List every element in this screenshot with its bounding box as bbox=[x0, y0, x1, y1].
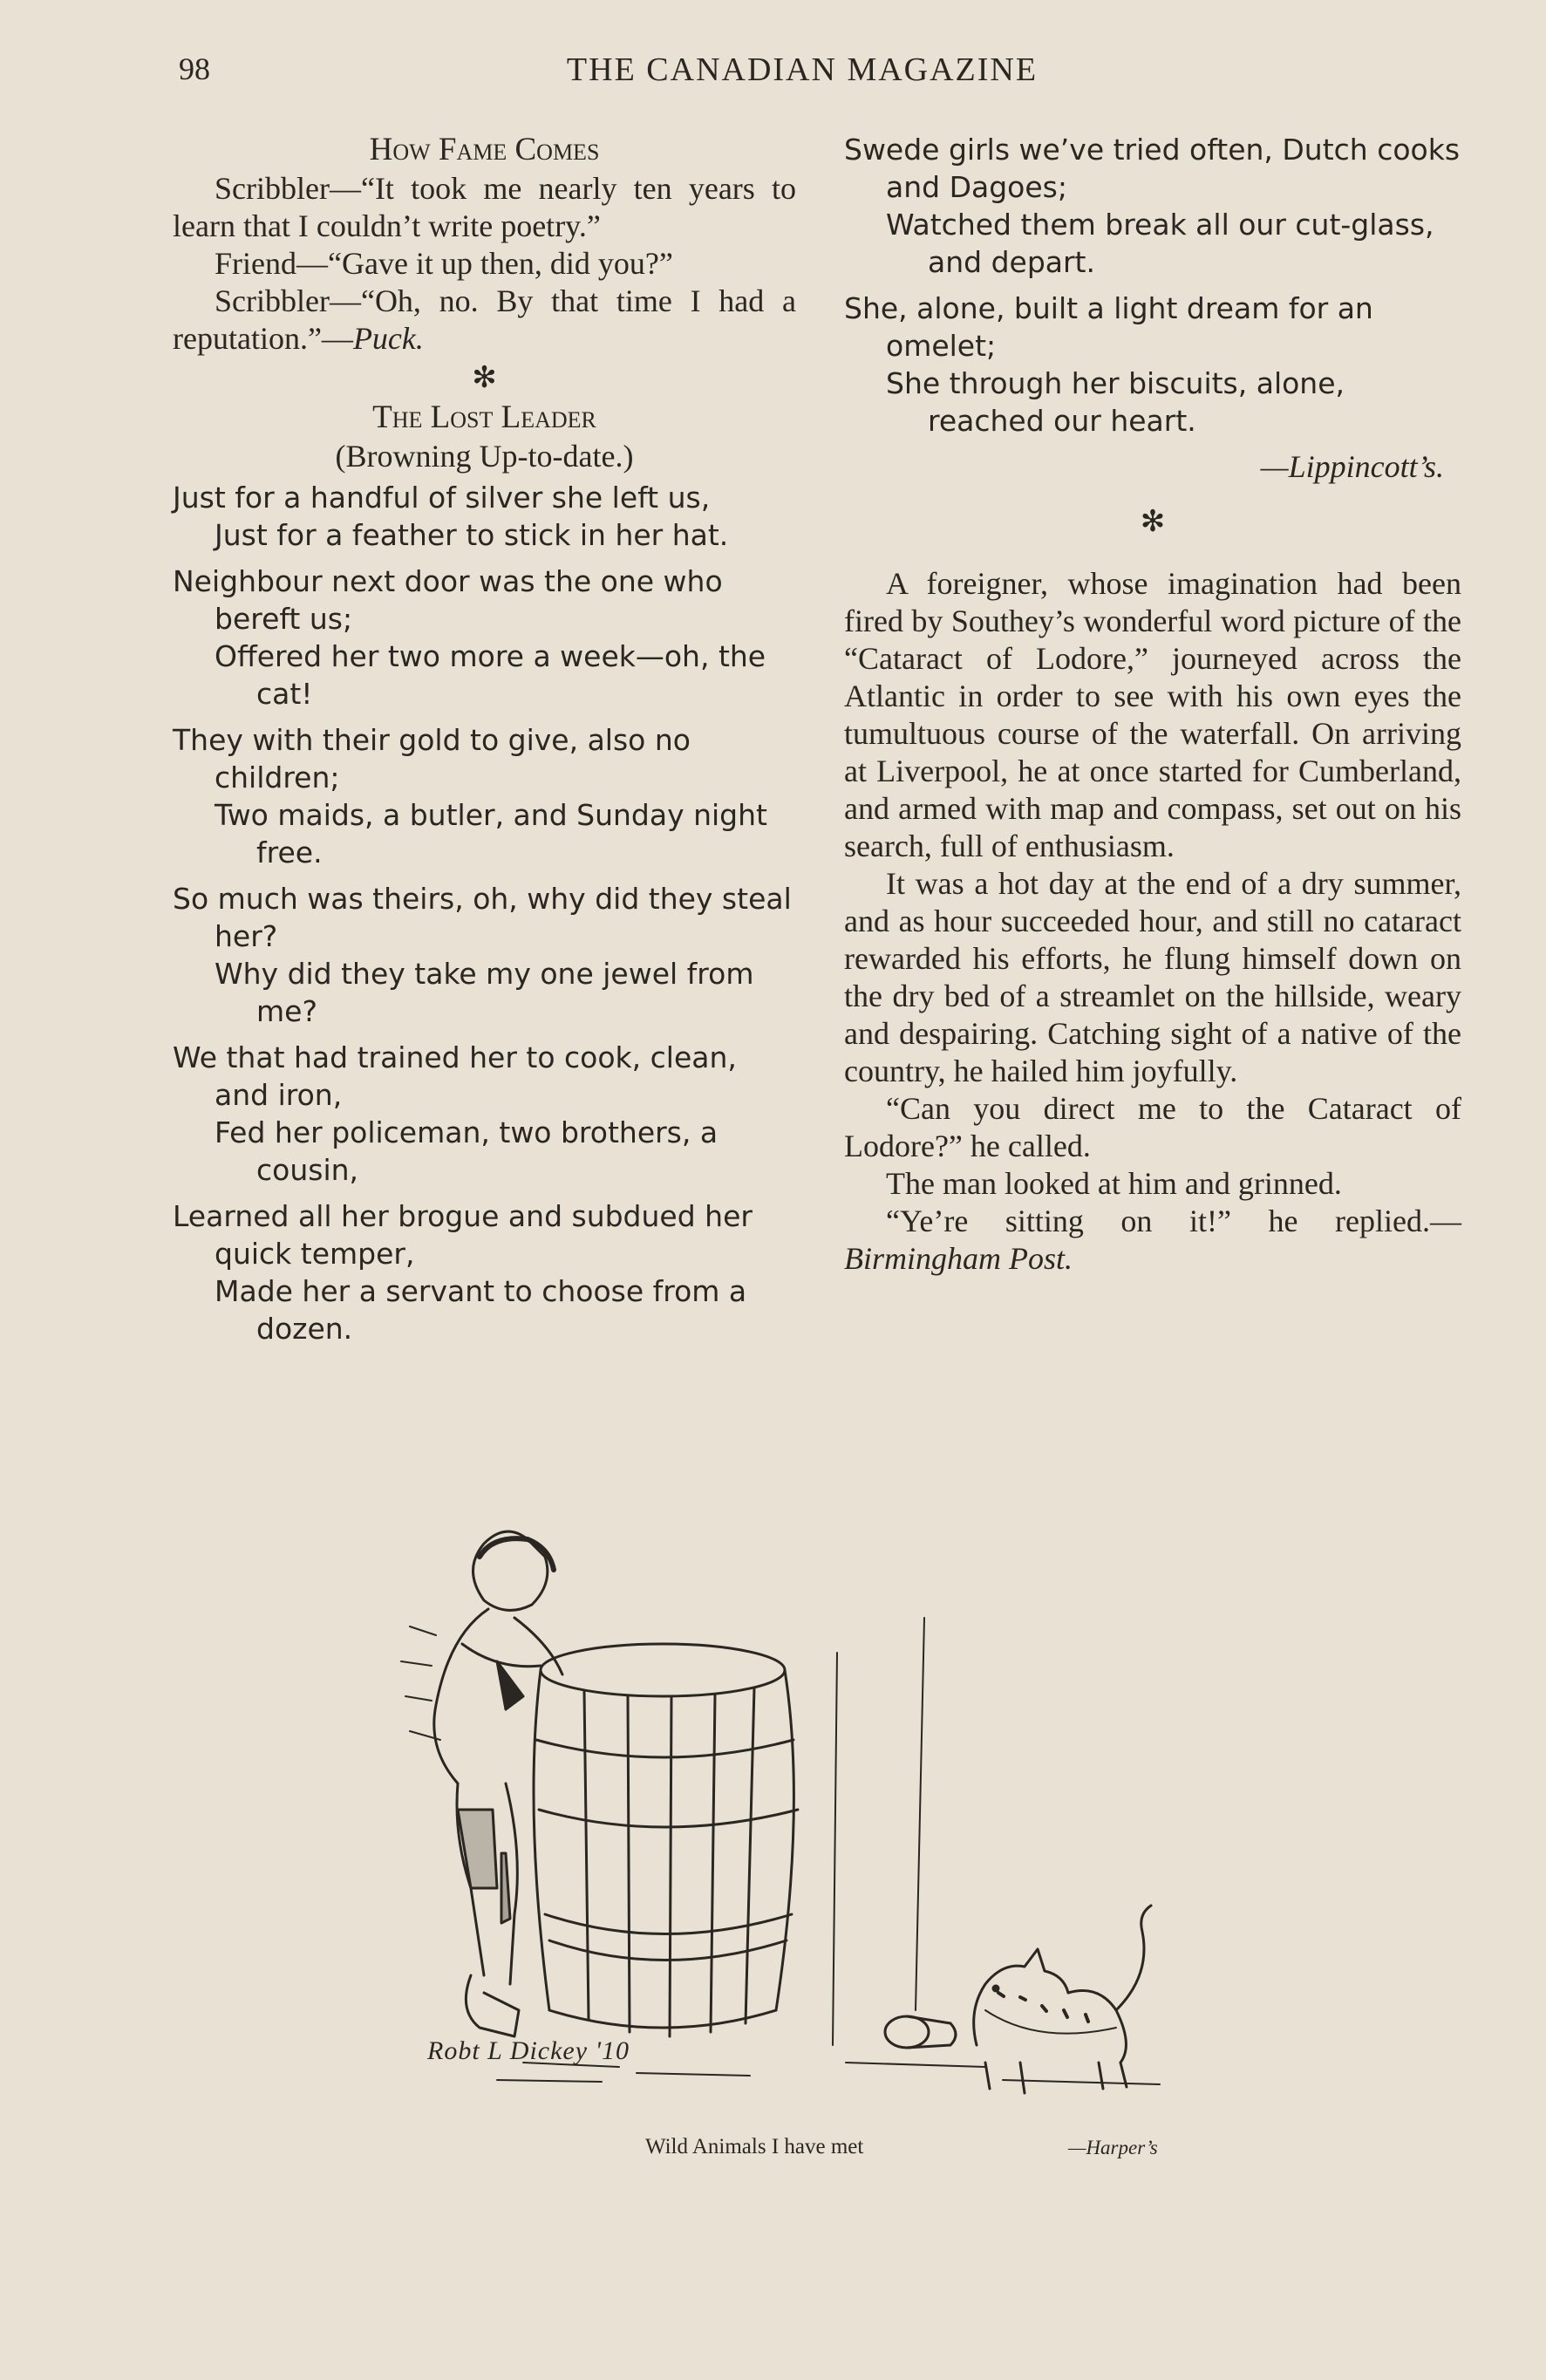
poem-line: Just for a handful of silver she left us, bbox=[173, 481, 711, 515]
poem-line: We that had trained her to cook, clean, and iron, bbox=[173, 1040, 737, 1112]
running-title: THE CANADIAN MAGAZINE bbox=[566, 51, 1039, 88]
poem-line: So much was theirs, oh, why did they steal her? bbox=[173, 882, 792, 953]
lost-leader-heading: The Lost Leader bbox=[372, 399, 596, 435]
story-paragraph-2: It was a hot day at the end of a dry summer, and as hour succeeded hour, and still no cataract rewarded his efforts, he flung himself down on the dry bed of a streamlet on the hillside, weary and despairing. Catching sight of a native of the country, he hailed him joyfully. bbox=[844, 866, 1461, 1088]
fame-paragraph-1: Scribbler—“It took me nearly ten years to learn that I couldn’t write poetry.” bbox=[173, 171, 796, 243]
poem-line: Offered her two more a week—oh, the cat! bbox=[215, 639, 766, 711]
poem-stanza bbox=[844, 131, 1461, 281]
poem-stanza bbox=[173, 1197, 796, 1347]
poem-stanza bbox=[173, 880, 796, 1030]
lost-leader-poem bbox=[173, 479, 796, 1347]
fame-paragraph-3 bbox=[173, 283, 796, 358]
poem-line: Two maids, a butler, and Sunday night free. bbox=[215, 798, 767, 869]
story-paragraph-1: A foreigner, whose imagination had been fired by Southey’s wonderful word picture of the “Cataract of Lodore,” journeyed across the Atlantic in order to see with his own eyes the tumultuous course of the waterfall. On arriving at Liverpool, he at once started for Cumberland, and armed with map and compass, set out on his search, full of enthusiasm. bbox=[844, 566, 1461, 863]
page-header bbox=[174, 45, 1430, 98]
poem-line: Fed her policeman, two brothers, a cousin, bbox=[215, 1115, 719, 1187]
poem-line: Learned all her brogue and subdued her quick temper, bbox=[173, 1199, 753, 1271]
story-source: Birmingham Post. bbox=[844, 1241, 1073, 1276]
barrel-drawing bbox=[534, 1644, 798, 2036]
illustration-caption: Wild Animals I have met bbox=[645, 2135, 864, 2158]
fame-paragraph-2: Friend—“Gave it up then, did you?” bbox=[215, 246, 673, 281]
how-fame-comes-heading: How Fame Comes bbox=[369, 132, 600, 167]
lost-leader-subtitle: (Browning Up-to-date.) bbox=[335, 439, 634, 474]
story-paragraph-4: The man looked at him and grinned. bbox=[886, 1166, 1342, 1201]
poem-line: She through her biscuits, alone, reached our heart. bbox=[886, 366, 1345, 438]
poem-stanza bbox=[844, 290, 1461, 440]
lost-leader-poem-continued bbox=[844, 131, 1461, 440]
page-number: 98 bbox=[179, 51, 210, 86]
poem-line: Watched them break all our cut-glass, and depart. bbox=[886, 208, 1434, 279]
poem-line: Why did they take my one jewel from me? bbox=[215, 957, 754, 1028]
poem-source: —Lippincott’s. bbox=[1260, 449, 1444, 484]
poem-line: Neighbour next door was the one who bereft us; bbox=[173, 564, 723, 636]
poem-line: Swede girls we’ve tried often, Dutch cooks and Dagoes; bbox=[844, 133, 1461, 204]
boy-drawing bbox=[401, 1531, 562, 2036]
poem-stanza bbox=[173, 721, 796, 871]
left-column bbox=[173, 131, 796, 1356]
story-paragraph-5-text: “Ye’re sitting on it!” he replied.— bbox=[886, 1204, 1461, 1238]
poem-line: Just for a feather to stick in her hat. bbox=[215, 518, 729, 552]
poem-stanza bbox=[173, 1039, 796, 1189]
story-paragraph-3: “Can you direct me to the Cataract of Lodore?” he called. bbox=[844, 1091, 1461, 1163]
fame-source: Puck. bbox=[352, 321, 424, 356]
poem-line: They with their gold to give, also no children; bbox=[173, 723, 691, 794]
artist-signature: Robt L Dickey '10 bbox=[427, 2036, 630, 2065]
section-divider-asterisk: ✻ bbox=[472, 362, 497, 394]
tin-can-drawing bbox=[885, 2016, 956, 2048]
illustration-source: —Harper’s bbox=[1068, 2137, 1158, 2158]
poem-stanza bbox=[173, 479, 796, 554]
right-column bbox=[844, 131, 1461, 1278]
poem-line: She, alone, built a light dream for an omelet; bbox=[844, 291, 1373, 363]
story-paragraph-5 bbox=[844, 1203, 1461, 1278]
cat-drawing bbox=[974, 1906, 1151, 2093]
fame-paragraph-3-text: Scribbler—“Oh, no. By that time I had a reputation.”— bbox=[173, 283, 796, 356]
poem-line: Made her a servant to choose from a dozen. bbox=[215, 1274, 747, 1346]
section-divider-asterisk: ✻ bbox=[1140, 506, 1166, 538]
poem-stanza bbox=[173, 563, 796, 713]
